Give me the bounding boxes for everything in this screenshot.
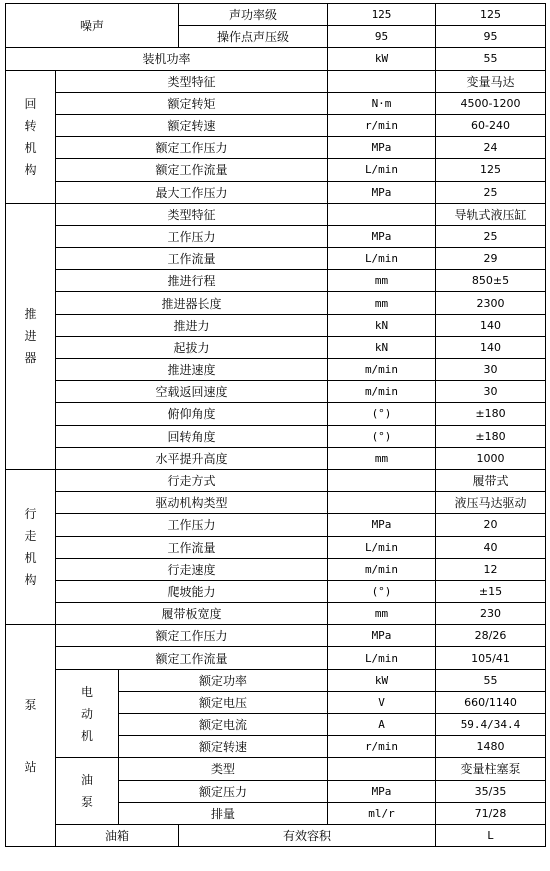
row-value: 2300 [436, 292, 546, 314]
section-label-motor: 电 动 机 [56, 669, 119, 758]
table-row [6, 824, 546, 846]
table-row [6, 137, 546, 159]
table-row [6, 447, 546, 469]
row-value: 140 [436, 336, 546, 358]
row-name: 最大工作压力 [56, 181, 328, 203]
row-unit: MPa [328, 225, 436, 247]
row-unit: (°) [328, 403, 436, 425]
table-row [6, 92, 546, 114]
row-unit: mm [328, 447, 436, 469]
row-value: ±180 [436, 425, 546, 447]
row-unit: ml/r [328, 802, 436, 824]
row-unit: (°) [328, 425, 436, 447]
table-row [6, 381, 546, 403]
row-value: 变量马达 [436, 70, 546, 92]
row-value: 液压马达驱动 [436, 492, 546, 514]
table-row [6, 469, 546, 491]
row-unit: MPa [328, 780, 436, 802]
row-value: 125 [436, 4, 546, 26]
row-name: 空载返回速度 [56, 381, 328, 403]
row-name: 推进速度 [56, 359, 328, 381]
row-unit: m/min [328, 558, 436, 580]
row-value: 660/1140 [436, 691, 546, 713]
row-unit [328, 70, 436, 92]
table-row [6, 425, 546, 447]
row-value: ±15 [436, 580, 546, 602]
table-row [6, 336, 546, 358]
row-value: 12 [436, 558, 546, 580]
row-unit [328, 758, 436, 780]
row-value: 140 [436, 314, 546, 336]
table-row [6, 536, 546, 558]
table-row [6, 758, 546, 780]
row-value: 30 [436, 381, 546, 403]
row-unit: L/min [328, 647, 436, 669]
row-value: 30 [436, 359, 546, 381]
row-unit: N·m [328, 92, 436, 114]
table-row [6, 114, 546, 136]
row-name: 操作点声压级 [179, 26, 328, 48]
row-unit: L/min [328, 536, 436, 558]
row-unit: L/min [328, 248, 436, 270]
row-name: 额定工作压力 [56, 625, 328, 647]
section-label-travel: 行 走 机 构 [6, 469, 56, 624]
section-label-rotation: 回 转 机 构 [6, 70, 56, 203]
row-value: 1480 [436, 736, 546, 758]
row-value: 71/28 [436, 802, 546, 824]
row-name: 工作流量 [56, 248, 328, 270]
row-name: 行走速度 [56, 558, 328, 580]
row-value: 28/26 [436, 625, 546, 647]
row-value: 40 [436, 536, 546, 558]
row-unit: r/min [328, 736, 436, 758]
row-unit [328, 492, 436, 514]
row-name: 额定电压 [119, 691, 328, 713]
row-value: 55 [436, 669, 546, 691]
row-name: 履带板宽度 [56, 603, 328, 625]
row-unit: mm [328, 603, 436, 625]
row-unit: kN [328, 336, 436, 358]
row-name: 类型 [119, 758, 328, 780]
table-row [6, 181, 546, 203]
row-value: 20 [436, 514, 546, 536]
table-row [6, 270, 546, 292]
row-value: 29 [436, 248, 546, 270]
row-unit [328, 469, 436, 491]
section-label-oil-tank: 油箱 [56, 824, 179, 846]
row-value: 导轨式液压缸 [436, 203, 546, 225]
row-value: 24 [436, 137, 546, 159]
row-name: 额定转矩 [56, 92, 328, 114]
row-name: 水平提升高度 [56, 447, 328, 469]
row-name: 类型特征 [56, 70, 328, 92]
section-label-feeder: 推 进 器 [6, 203, 56, 469]
row-value: 95 [436, 26, 546, 48]
row-unit: kW [328, 48, 436, 70]
row-name: 俯仰角度 [56, 403, 328, 425]
row-unit [328, 203, 436, 225]
row-unit: V [328, 691, 436, 713]
row-value: 230 [436, 603, 546, 625]
table-row [6, 669, 546, 691]
row-name: 推进行程 [56, 270, 328, 292]
row-value: 59.4/34.4 [436, 714, 546, 736]
row-value: 55 [436, 48, 546, 70]
table-row [6, 403, 546, 425]
row-unit: mm [328, 292, 436, 314]
row-value: 25 [436, 225, 546, 247]
section-label-pump-station: 泵 站 [6, 625, 56, 847]
row-unit: m/min [328, 381, 436, 403]
table-row [6, 203, 546, 225]
table-row [6, 625, 546, 647]
row-unit: kN [328, 314, 436, 336]
row-value: 4500-1200 [436, 92, 546, 114]
row-unit: (°) [328, 580, 436, 602]
row-name: 驱动机构类型 [56, 492, 328, 514]
row-unit: L/min [328, 159, 436, 181]
row-unit: kW [328, 669, 436, 691]
table-row [6, 225, 546, 247]
row-unit: m/min [328, 359, 436, 381]
row-name: 工作压力 [56, 514, 328, 536]
row-value: ±180 [436, 403, 546, 425]
row-value: 1000 [436, 447, 546, 469]
table-row [6, 159, 546, 181]
row-unit: 95 [328, 26, 436, 48]
row-name: 额定工作流量 [56, 159, 328, 181]
row-value: 60-240 [436, 114, 546, 136]
table-row [6, 314, 546, 336]
row-name: 有效容积 [179, 824, 436, 846]
row-name: 额定转速 [119, 736, 328, 758]
row-name: 起拔力 [56, 336, 328, 358]
table-row [6, 292, 546, 314]
table-row [6, 580, 546, 602]
row-unit: mm [328, 270, 436, 292]
row-name: 工作压力 [56, 225, 328, 247]
row-unit: MPa [328, 625, 436, 647]
row-name: 额定压力 [119, 780, 328, 802]
row-unit: MPa [328, 181, 436, 203]
row-name: 额定工作流量 [56, 647, 328, 669]
row-unit: r/min [328, 114, 436, 136]
noise-label: 噪声 [6, 4, 179, 48]
row-value: 125 [436, 159, 546, 181]
table-row [6, 248, 546, 270]
table-row [6, 514, 546, 536]
row-name: 类型特征 [56, 203, 328, 225]
table-row [6, 4, 546, 26]
row-name: 声功率级 [179, 4, 328, 26]
row-value: 变量柱塞泵 [436, 758, 546, 780]
row-name: 工作流量 [56, 536, 328, 558]
row-name: 额定转速 [56, 114, 328, 136]
row-value: 35/35 [436, 780, 546, 802]
row-unit: MPa [328, 514, 436, 536]
row-unit: MPa [328, 137, 436, 159]
row-name: 排量 [119, 802, 328, 824]
table-row [6, 70, 546, 92]
table-row [6, 492, 546, 514]
row-name: 行走方式 [56, 469, 328, 491]
table-row [6, 603, 546, 625]
row-name: 额定电流 [119, 714, 328, 736]
row-unit: A [328, 714, 436, 736]
row-value: 105/41 [436, 647, 546, 669]
table-row [6, 647, 546, 669]
row-name: 额定工作压力 [56, 137, 328, 159]
row-value: 履带式 [436, 469, 546, 491]
row-unit: L [436, 824, 546, 846]
table-row [6, 48, 546, 70]
row-name: 推进力 [56, 314, 328, 336]
row-name: 爬坡能力 [56, 580, 328, 602]
table-row [6, 558, 546, 580]
row-name: 装机功率 [6, 48, 328, 70]
table-row [6, 359, 546, 381]
row-name: 额定功率 [119, 669, 328, 691]
row-name: 回转角度 [56, 425, 328, 447]
row-name: 推进器长度 [56, 292, 328, 314]
row-value: 25 [436, 181, 546, 203]
row-value: 850±5 [436, 270, 546, 292]
section-label-oil-pump: 油 泵 [56, 758, 119, 825]
spec-table [5, 3, 546, 847]
row-unit: 125 [328, 4, 436, 26]
